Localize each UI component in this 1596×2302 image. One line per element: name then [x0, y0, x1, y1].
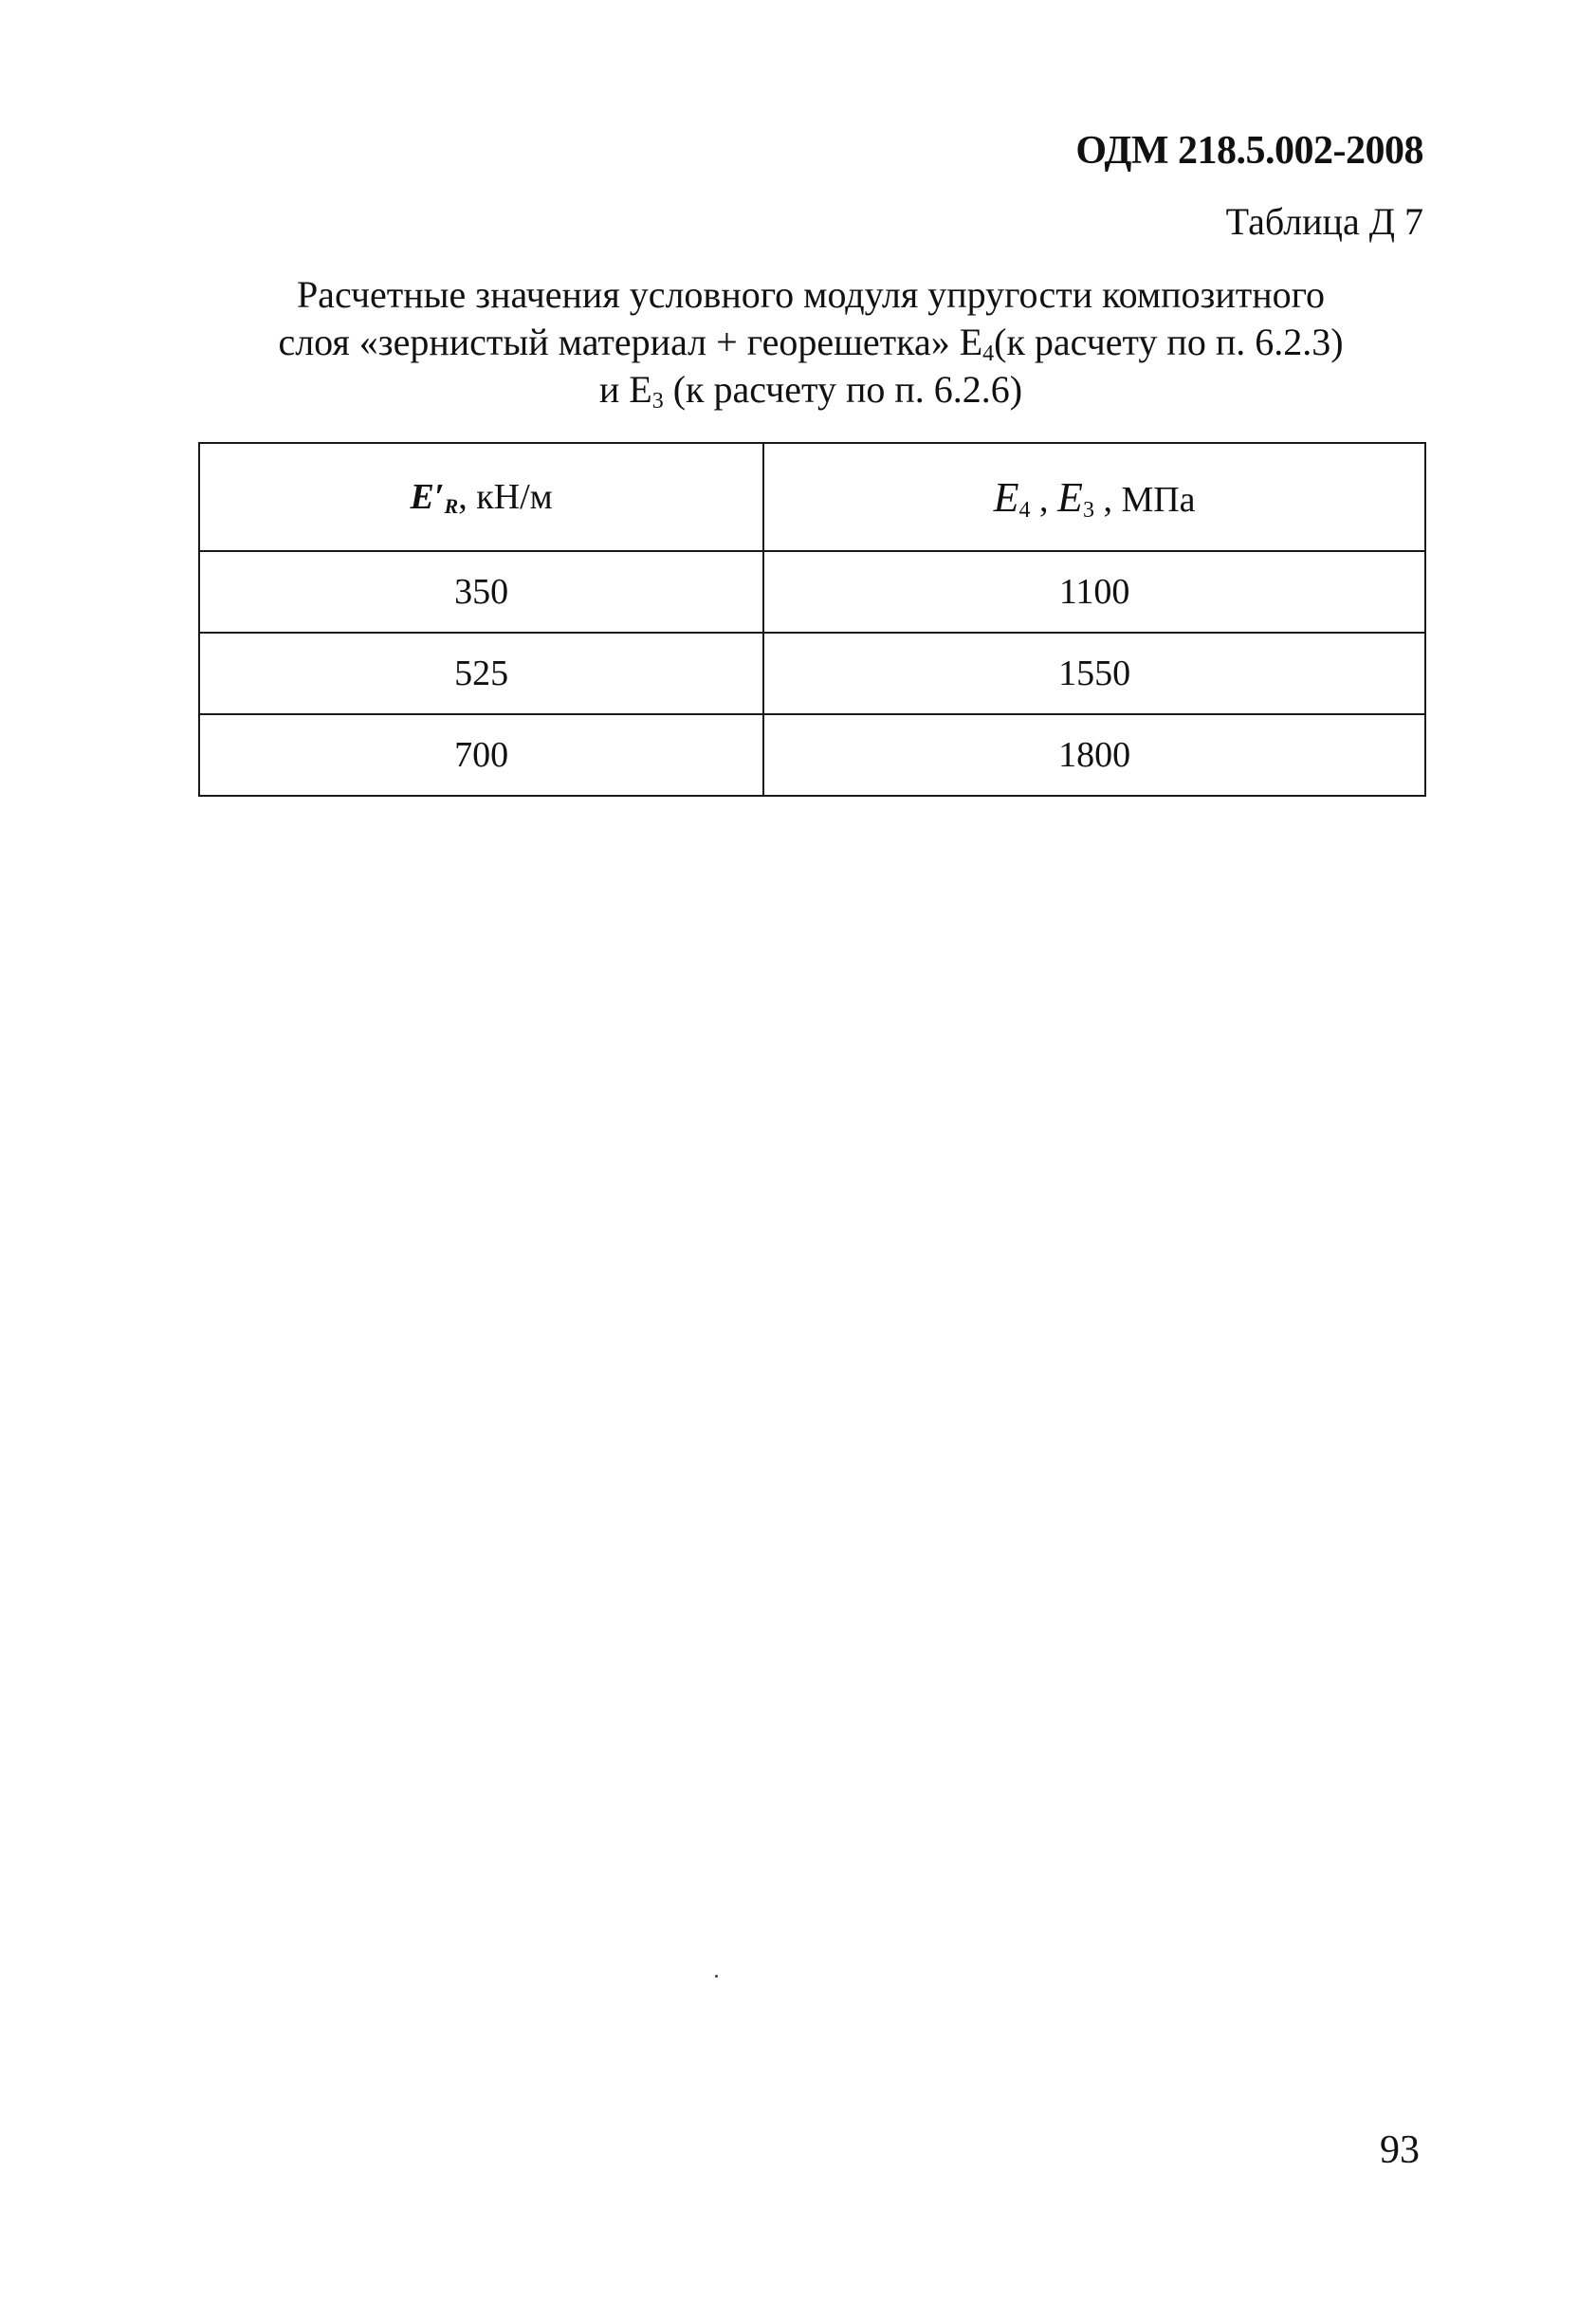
title-line-2: [199, 319, 1422, 366]
table-cell-modulus: 1100: [763, 551, 1425, 633]
table-label: Таблица Д 7: [1225, 200, 1423, 243]
header-subscript-4: 4: [1018, 497, 1031, 523]
table-row: [199, 633, 1425, 714]
header-cell-modulus: [763, 443, 1425, 551]
modulus-table: [198, 442, 1426, 797]
header-subscript-3: 3: [1082, 497, 1094, 523]
title-line-3: [199, 366, 1422, 414]
title-line-3-tail: (к расчету по п. 6.2.6): [663, 368, 1023, 411]
header-unit-kn-m: , кН/м: [458, 477, 553, 517]
header-separator: ,: [1030, 479, 1058, 520]
document-code: ОДМ 218.5.002-2008: [1075, 129, 1423, 173]
header-symbol-e4: [994, 474, 1031, 521]
table-cell-modulus: 1550: [763, 633, 1425, 714]
scan-speck: [715, 1975, 718, 1978]
header-unit-mpa: , МПа: [1093, 479, 1196, 520]
header-symbol-e3: [1057, 474, 1094, 521]
header-symbol-e: E′: [410, 477, 445, 517]
table-cell-stiffness: 350: [199, 551, 763, 633]
table-cell-stiffness: 525: [199, 633, 763, 714]
table-title: [199, 271, 1422, 414]
header-symbol-e-b: E: [1057, 473, 1083, 521]
table-cell-stiffness: 700: [199, 714, 763, 796]
title-line-2-text: слоя «зернистый материал + георешетка» E: [278, 321, 983, 363]
title-line-2-subscript: 4: [982, 341, 995, 366]
page-number: 93: [1380, 2128, 1420, 2172]
table-header-row: [199, 443, 1425, 551]
title-line-1: Расчетные значения условного модуля упругости композитного: [296, 273, 1326, 316]
title-line-3-subscript: 3: [651, 389, 664, 414]
title-line-3-text: и E: [598, 368, 652, 411]
header-subscript-r: R: [444, 494, 459, 518]
title-line-2-tail: (к расчету по п. 6.2.3): [994, 321, 1344, 363]
table-cell-modulus: 1800: [763, 714, 1425, 796]
header-cell-tensile-stiffness: [199, 443, 763, 551]
header-symbol-e-a: E: [993, 473, 1019, 521]
table-row: [199, 551, 1425, 633]
header-symbol-e-prime: [410, 477, 458, 517]
table-row: [199, 714, 1425, 796]
